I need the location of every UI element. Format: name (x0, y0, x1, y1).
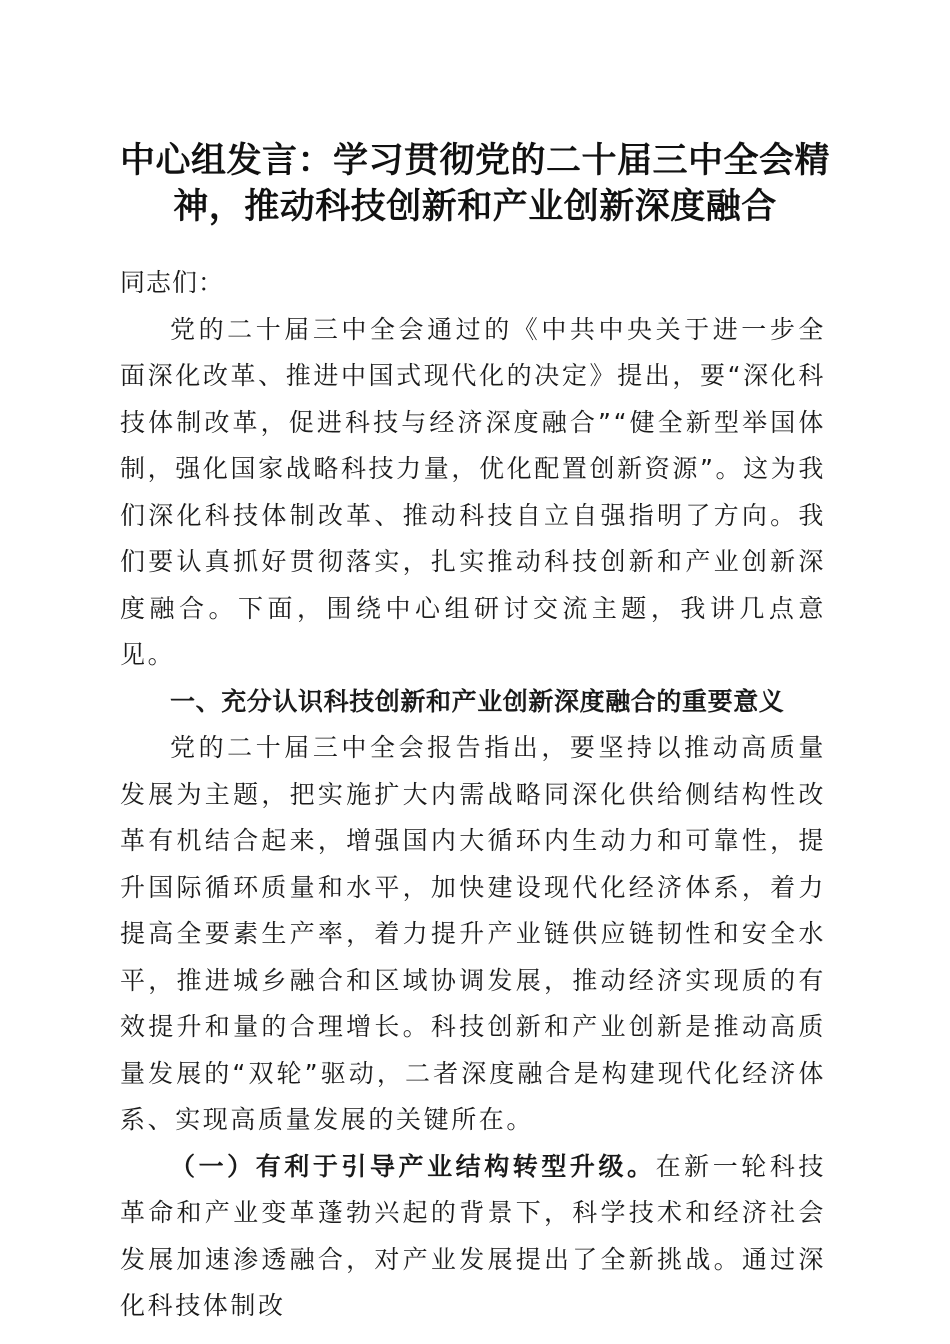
document-body (120, 260, 826, 1330)
subsection-1-paragraph (120, 1144, 826, 1330)
intro-paragraph: 党的二十届三中全会通过的《中共中央关于进一步全面深化改革、推进中国式现代化的决定》提出，要“深化科技体制改革，促进科技与经济深度融合”“健全新型举国体制，强化国家战略科技力量，优化配置创新资源”。这为我们深化科技体制改革、推动科技自立自强指明了方向。我们要认真抓好贯彻落实，扎实推动科技创新和产业创新深度融合。下面，围绕中心组研讨交流主题，我讲几点意见。 (120, 314, 826, 669)
greeting: 同志们： (120, 268, 225, 297)
section-1-paragraph: 党的二十届三中全会报告指出，要坚持以推动高质量发展为主题，把实施扩大内需战略同深化供给侧结构性改革有机结合起来，增强国内大循环内生动力和可靠性，提升国际循环质量和水平，加快建设现代化经济体系，着力提高全要素生产率，着力提升产业链供应链韧性和安全水平，推进城乡融合和区域协调发展，推动经济实现质的有效提升和量的合理增长。科技创新和产业创新是推动高质量发展的“双轮”驱动，二者深度融合是构建现代化经济体系、实现高质量发展的关键所在。 (120, 733, 826, 1134)
subsection-1-lead: （一）有利于引导产业结构转型升级。 (170, 1151, 656, 1181)
document-title-line-1: 中心组发言：学习贯彻党的二十届三中全会精 (119, 140, 830, 181)
document-title-line-2: 神，推动科技创新和产业创新深度融合 (173, 186, 777, 227)
subsection-1-text: 在新一轮科技革命和产业变革蓬勃兴起的背景下，科学技术和经济社会发展加速渗透融合，对产业发展提出了全新挑战。通过深化科技体制改 (120, 1151, 826, 1320)
section-heading-1: 一、充分认识科技创新和产业创新深度融合的重要意义 (170, 686, 785, 716)
document-title (110, 138, 840, 230)
